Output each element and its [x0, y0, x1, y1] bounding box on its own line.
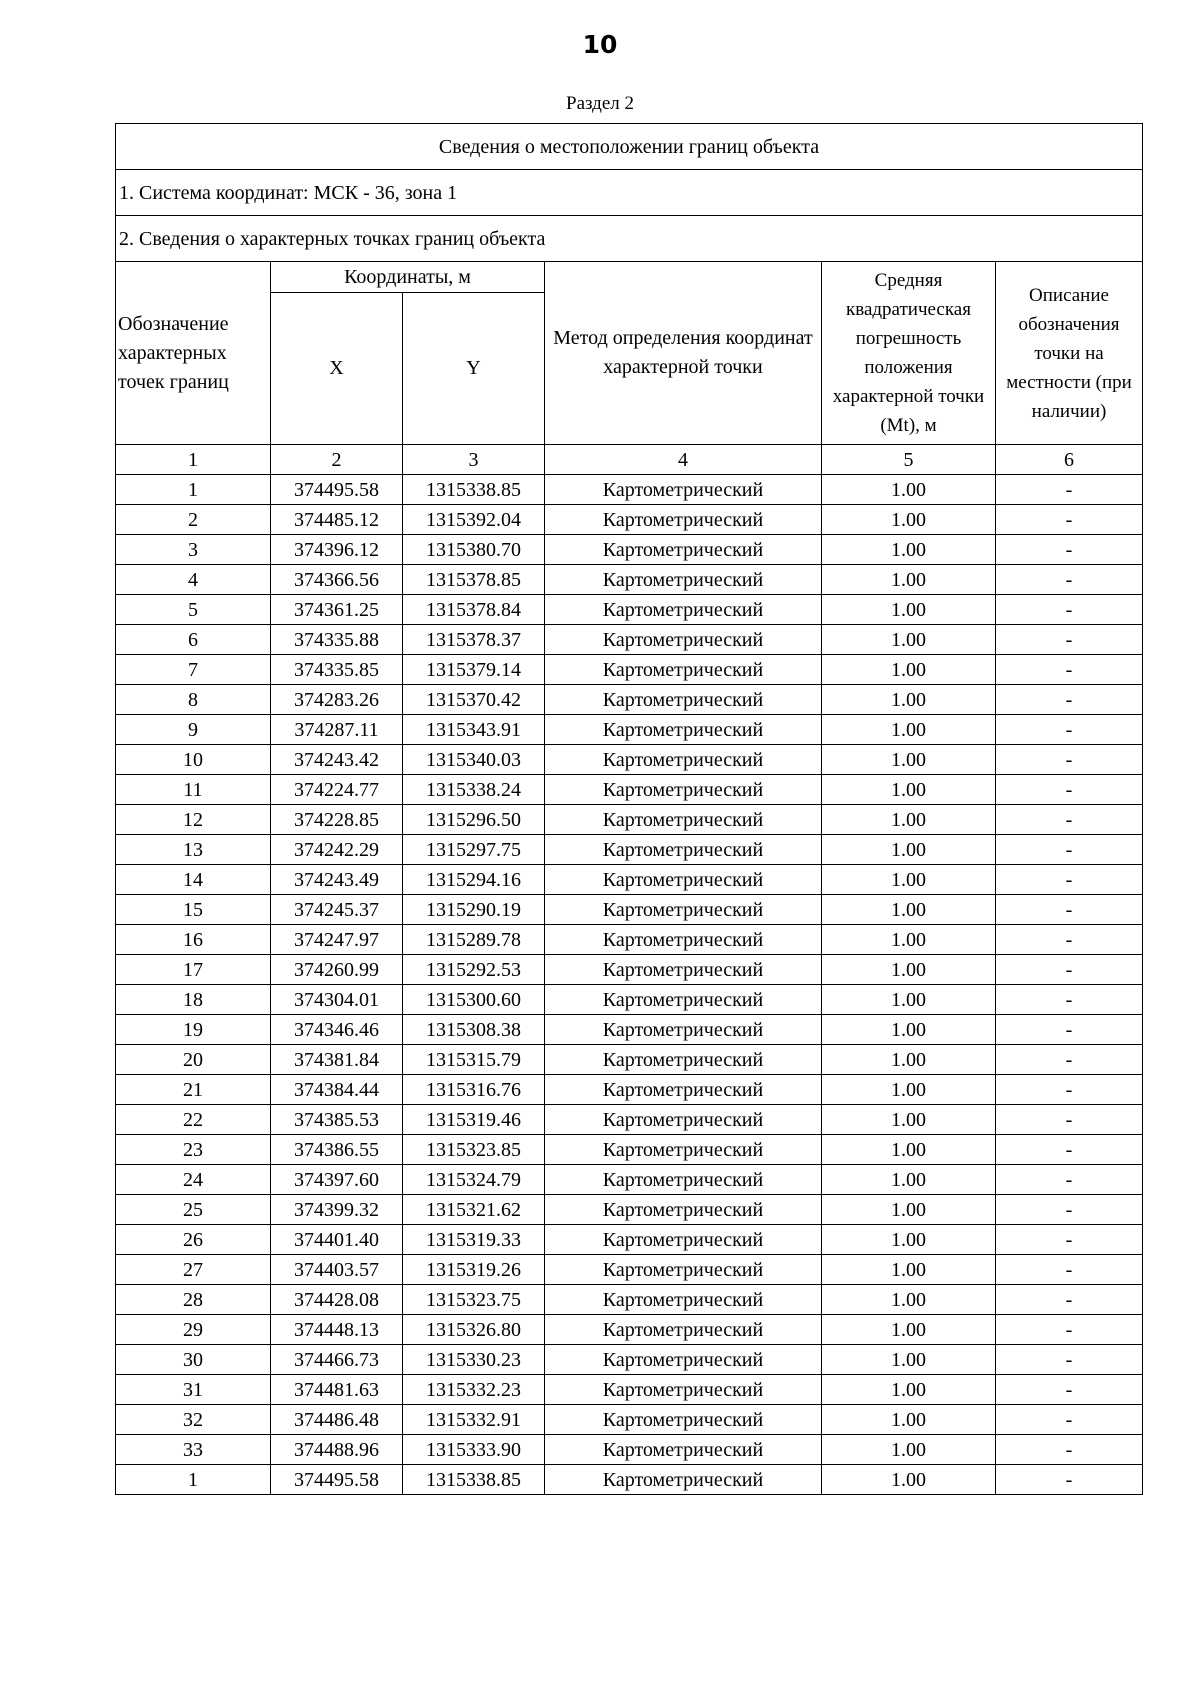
header-point-designation: Обозначение характерных точек границ: [116, 262, 271, 445]
table-row: [116, 1285, 1143, 1315]
header-method: Метод определения координат характерной точки: [545, 262, 822, 445]
method-cell: Картометрический: [545, 1465, 822, 1495]
y-coordinate-cell: 1315333.90: [403, 1435, 545, 1465]
description-cell: -: [996, 895, 1143, 925]
method-cell: Картометрический: [545, 1135, 822, 1165]
description-cell: -: [996, 595, 1143, 625]
table-row: [116, 1045, 1143, 1075]
point-number-cell: 22: [116, 1105, 271, 1135]
point-number-cell: 32: [116, 1405, 271, 1435]
table-row: [116, 1075, 1143, 1105]
method-cell: Картометрический: [545, 775, 822, 805]
x-coordinate-cell: 374399.32: [271, 1195, 403, 1225]
y-coordinate-cell: 1315321.62: [403, 1195, 545, 1225]
y-coordinate-cell: 1315308.38: [403, 1015, 545, 1045]
points-body: [116, 475, 1143, 1495]
point-number-cell: 1: [116, 475, 271, 505]
x-coordinate-cell: 374243.49: [271, 865, 403, 895]
x-coordinate-cell: 374386.55: [271, 1135, 403, 1165]
x-coordinate-cell: 374283.26: [271, 685, 403, 715]
y-coordinate-cell: 1315343.91: [403, 715, 545, 745]
table-row: [116, 895, 1143, 925]
description-cell: -: [996, 505, 1143, 535]
point-number-cell: 8: [116, 685, 271, 715]
y-coordinate-cell: 1315315.79: [403, 1045, 545, 1075]
x-coordinate-cell: 374304.01: [271, 985, 403, 1015]
description-cell: -: [996, 745, 1143, 775]
description-cell: -: [996, 1345, 1143, 1375]
y-coordinate-cell: 1315340.03: [403, 745, 545, 775]
table-row: [116, 595, 1143, 625]
header-description: Описание обозначения точки на местности (при наличии): [996, 262, 1143, 445]
method-cell: Картометрический: [545, 865, 822, 895]
point-number-cell: 29: [116, 1315, 271, 1345]
point-number-cell: 17: [116, 955, 271, 985]
table-title: Сведения о местоположении границ объекта: [116, 124, 1143, 170]
description-cell: -: [996, 835, 1143, 865]
accuracy-cell: 1.00: [822, 865, 996, 895]
table-row: [116, 1225, 1143, 1255]
accuracy-cell: 1.00: [822, 655, 996, 685]
accuracy-cell: 1.00: [822, 1315, 996, 1345]
description-cell: -: [996, 775, 1143, 805]
accuracy-cell: 1.00: [822, 1165, 996, 1195]
point-number-cell: 16: [116, 925, 271, 955]
y-coordinate-cell: 1315332.91: [403, 1405, 545, 1435]
accuracy-cell: 1.00: [822, 565, 996, 595]
description-cell: -: [996, 1465, 1143, 1495]
accuracy-cell: 1.00: [822, 805, 996, 835]
method-cell: Картометрический: [545, 1375, 822, 1405]
y-coordinate-cell: 1315292.53: [403, 955, 545, 985]
description-cell: -: [996, 865, 1143, 895]
point-number-cell: 27: [116, 1255, 271, 1285]
accuracy-cell: 1.00: [822, 595, 996, 625]
point-number-cell: 20: [116, 1045, 271, 1075]
accuracy-cell: 1.00: [822, 1075, 996, 1105]
column-number: 1: [116, 445, 271, 475]
y-coordinate-cell: 1315338.85: [403, 1465, 545, 1495]
y-coordinate-cell: 1315326.80: [403, 1315, 545, 1345]
page-number: 10: [582, 30, 618, 59]
method-cell: Картометрический: [545, 895, 822, 925]
table-row: [116, 1195, 1143, 1225]
method-cell: Картометрический: [545, 955, 822, 985]
method-cell: Картометрический: [545, 805, 822, 835]
x-coordinate-cell: 374396.12: [271, 535, 403, 565]
description-cell: -: [996, 535, 1143, 565]
y-coordinate-cell: 1315370.42: [403, 685, 545, 715]
accuracy-cell: 1.00: [822, 775, 996, 805]
x-coordinate-cell: 374384.44: [271, 1075, 403, 1105]
point-number-cell: 28: [116, 1285, 271, 1315]
table-row: [116, 1435, 1143, 1465]
point-number-cell: 11: [116, 775, 271, 805]
x-coordinate-cell: 374403.57: [271, 1255, 403, 1285]
point-number-cell: 30: [116, 1345, 271, 1375]
method-cell: Картометрический: [545, 925, 822, 955]
point-number-cell: 14: [116, 865, 271, 895]
description-cell: -: [996, 1375, 1143, 1405]
accuracy-cell: 1.00: [822, 925, 996, 955]
column-number: 4: [545, 445, 822, 475]
method-cell: Картометрический: [545, 1195, 822, 1225]
method-cell: Картометрический: [545, 625, 822, 655]
description-cell: -: [996, 715, 1143, 745]
y-coordinate-cell: 1315378.84: [403, 595, 545, 625]
table-row: [116, 1345, 1143, 1375]
accuracy-cell: 1.00: [822, 685, 996, 715]
description-cell: -: [996, 925, 1143, 955]
method-cell: Картометрический: [545, 1075, 822, 1105]
points-heading: 2. Сведения о характерных точках границ объекта: [116, 216, 1143, 262]
column-number: 2: [271, 445, 403, 475]
y-coordinate-cell: 1315380.70: [403, 535, 545, 565]
accuracy-cell: 1.00: [822, 1195, 996, 1225]
method-cell: Картометрический: [545, 1015, 822, 1045]
x-coordinate-cell: 374495.58: [271, 1465, 403, 1495]
method-cell: Картометрический: [545, 475, 822, 505]
section-label: Раздел 2: [566, 93, 634, 114]
x-coordinate-cell: 374385.53: [271, 1105, 403, 1135]
method-cell: Картометрический: [545, 655, 822, 685]
accuracy-cell: 1.00: [822, 625, 996, 655]
table-row: [116, 1105, 1143, 1135]
x-coordinate-cell: 374381.84: [271, 1045, 403, 1075]
x-coordinate-cell: 374486.48: [271, 1405, 403, 1435]
table-row: [116, 985, 1143, 1015]
y-coordinate-cell: 1315294.16: [403, 865, 545, 895]
accuracy-cell: 1.00: [822, 955, 996, 985]
x-coordinate-cell: 374346.46: [271, 1015, 403, 1045]
description-cell: -: [996, 1105, 1143, 1135]
point-number-cell: 6: [116, 625, 271, 655]
y-coordinate-cell: 1315319.46: [403, 1105, 545, 1135]
y-coordinate-cell: 1315330.23: [403, 1345, 545, 1375]
description-cell: -: [996, 1405, 1143, 1435]
description-cell: -: [996, 1285, 1143, 1315]
accuracy-cell: 1.00: [822, 985, 996, 1015]
point-number-cell: 23: [116, 1135, 271, 1165]
x-coordinate-cell: 374335.88: [271, 625, 403, 655]
method-cell: Картометрический: [545, 1315, 822, 1345]
x-coordinate-cell: 374401.40: [271, 1225, 403, 1255]
point-number-cell: 3: [116, 535, 271, 565]
description-cell: -: [996, 1135, 1143, 1165]
description-cell: -: [996, 1195, 1143, 1225]
description-cell: -: [996, 1015, 1143, 1045]
header-accuracy: Средняя квадратическая погрешность положения характерной точки (Mt), м: [822, 262, 996, 445]
x-coordinate-cell: 374287.11: [271, 715, 403, 745]
y-coordinate-cell: 1315300.60: [403, 985, 545, 1015]
x-coordinate-cell: 374481.63: [271, 1375, 403, 1405]
x-coordinate-cell: 374260.99: [271, 955, 403, 985]
x-coordinate-cell: 374361.25: [271, 595, 403, 625]
accuracy-cell: 1.00: [822, 1105, 996, 1135]
x-coordinate-cell: 374466.73: [271, 1345, 403, 1375]
table-row: [116, 1135, 1143, 1165]
y-coordinate-cell: 1315290.19: [403, 895, 545, 925]
table-row: [116, 475, 1143, 505]
table-row: [116, 1315, 1143, 1345]
table-row: [116, 1375, 1143, 1405]
accuracy-cell: 1.00: [822, 1405, 996, 1435]
accuracy-cell: 1.00: [822, 745, 996, 775]
point-number-cell: 21: [116, 1075, 271, 1105]
y-coordinate-cell: 1315323.75: [403, 1285, 545, 1315]
x-coordinate-cell: 374242.29: [271, 835, 403, 865]
method-cell: Картометрический: [545, 565, 822, 595]
point-number-cell: 33: [116, 1435, 271, 1465]
table-row: [116, 805, 1143, 835]
accuracy-cell: 1.00: [822, 1225, 996, 1255]
header-coordinates: Координаты, м: [271, 262, 545, 293]
accuracy-cell: 1.00: [822, 1045, 996, 1075]
x-coordinate-cell: 374228.85: [271, 805, 403, 835]
accuracy-cell: 1.00: [822, 715, 996, 745]
accuracy-cell: 1.00: [822, 1465, 996, 1495]
method-cell: Картометрический: [545, 1105, 822, 1135]
table-row: [116, 685, 1143, 715]
method-cell: Картометрический: [545, 1225, 822, 1255]
point-number-cell: 19: [116, 1015, 271, 1045]
point-number-cell: 24: [116, 1165, 271, 1195]
description-cell: -: [996, 1255, 1143, 1285]
y-coordinate-cell: 1315392.04: [403, 505, 545, 535]
table-row: [116, 835, 1143, 865]
description-cell: -: [996, 985, 1143, 1015]
y-coordinate-cell: 1315378.37: [403, 625, 545, 655]
x-coordinate-cell: 374245.37: [271, 895, 403, 925]
x-coordinate-cell: 374243.42: [271, 745, 403, 775]
accuracy-cell: 1.00: [822, 1135, 996, 1165]
table-row: [116, 775, 1143, 805]
x-coordinate-cell: 374488.96: [271, 1435, 403, 1465]
y-coordinate-cell: 1315378.85: [403, 565, 545, 595]
accuracy-cell: 1.00: [822, 1375, 996, 1405]
x-coordinate-cell: 374485.12: [271, 505, 403, 535]
table-row: [116, 625, 1143, 655]
method-cell: Картометрический: [545, 835, 822, 865]
description-cell: -: [996, 475, 1143, 505]
accuracy-cell: 1.00: [822, 1345, 996, 1375]
method-cell: Картометрический: [545, 715, 822, 745]
x-coordinate-cell: 374335.85: [271, 655, 403, 685]
description-cell: -: [996, 1045, 1143, 1075]
y-coordinate-cell: 1315296.50: [403, 805, 545, 835]
description-cell: -: [996, 955, 1143, 985]
y-coordinate-cell: 1315316.76: [403, 1075, 545, 1105]
y-coordinate-cell: 1315289.78: [403, 925, 545, 955]
y-coordinate-cell: 1315323.85: [403, 1135, 545, 1165]
description-cell: -: [996, 1075, 1143, 1105]
table-row: [116, 1405, 1143, 1435]
x-coordinate-cell: 374366.56: [271, 565, 403, 595]
description-cell: -: [996, 685, 1143, 715]
y-coordinate-cell: 1315324.79: [403, 1165, 545, 1195]
description-cell: -: [996, 1315, 1143, 1345]
column-number: 3: [403, 445, 545, 475]
x-coordinate-cell: 374495.58: [271, 475, 403, 505]
table-row: [116, 565, 1143, 595]
accuracy-cell: 1.00: [822, 1015, 996, 1045]
y-coordinate-cell: 1315319.26: [403, 1255, 545, 1285]
accuracy-cell: 1.00: [822, 1435, 996, 1465]
description-cell: -: [996, 565, 1143, 595]
x-coordinate-cell: 374448.13: [271, 1315, 403, 1345]
table-row: [116, 655, 1143, 685]
method-cell: Картометрический: [545, 505, 822, 535]
method-cell: Картометрический: [545, 745, 822, 775]
table-row: [116, 745, 1143, 775]
point-number-cell: 13: [116, 835, 271, 865]
accuracy-cell: 1.00: [822, 895, 996, 925]
point-number-cell: 25: [116, 1195, 271, 1225]
y-coordinate-cell: 1315332.23: [403, 1375, 545, 1405]
x-coordinate-cell: 374397.60: [271, 1165, 403, 1195]
description-cell: -: [996, 805, 1143, 835]
x-coordinate-cell: 374247.97: [271, 925, 403, 955]
table-row: [116, 1465, 1143, 1495]
method-cell: Картометрический: [545, 595, 822, 625]
method-cell: Картометрический: [545, 985, 822, 1015]
method-cell: Картометрический: [545, 1435, 822, 1465]
accuracy-cell: 1.00: [822, 535, 996, 565]
table-row: [116, 925, 1143, 955]
accuracy-cell: 1.00: [822, 505, 996, 535]
point-number-cell: 18: [116, 985, 271, 1015]
method-cell: Картометрический: [545, 1285, 822, 1315]
x-coordinate-cell: 374428.08: [271, 1285, 403, 1315]
table-row: [116, 1255, 1143, 1285]
accuracy-cell: 1.00: [822, 835, 996, 865]
column-number: 5: [822, 445, 996, 475]
method-cell: Картометрический: [545, 685, 822, 715]
table-row: [116, 715, 1143, 745]
method-cell: Картометрический: [545, 1045, 822, 1075]
y-coordinate-cell: 1315319.33: [403, 1225, 545, 1255]
column-number: 6: [996, 445, 1143, 475]
table-row: [116, 865, 1143, 895]
table-row: [116, 1165, 1143, 1195]
y-coordinate-cell: 1315297.75: [403, 835, 545, 865]
point-number-cell: 26: [116, 1225, 271, 1255]
accuracy-cell: 1.00: [822, 475, 996, 505]
method-cell: Картометрический: [545, 1165, 822, 1195]
table-row: [116, 955, 1143, 985]
description-cell: -: [996, 1165, 1143, 1195]
point-number-cell: 7: [116, 655, 271, 685]
method-cell: Картометрический: [545, 1345, 822, 1375]
header-x: X: [271, 293, 403, 445]
table-row: [116, 535, 1143, 565]
description-cell: -: [996, 625, 1143, 655]
point-number-cell: 5: [116, 595, 271, 625]
header-y: Y: [403, 293, 545, 445]
point-number-cell: 9: [116, 715, 271, 745]
description-cell: -: [996, 655, 1143, 685]
y-coordinate-cell: 1315338.24: [403, 775, 545, 805]
y-coordinate-cell: 1315379.14: [403, 655, 545, 685]
boundary-points-table: [115, 123, 1143, 1495]
x-coordinate-cell: 374224.77: [271, 775, 403, 805]
point-number-cell: 4: [116, 565, 271, 595]
y-coordinate-cell: 1315338.85: [403, 475, 545, 505]
point-number-cell: 15: [116, 895, 271, 925]
point-number-cell: 12: [116, 805, 271, 835]
table-row: [116, 1015, 1143, 1045]
point-number-cell: 2: [116, 505, 271, 535]
coordinate-system: 1. Система координат: МСК - 36, зона 1: [116, 170, 1143, 216]
method-cell: Картометрический: [545, 1255, 822, 1285]
point-number-cell: 31: [116, 1375, 271, 1405]
method-cell: Картометрический: [545, 1405, 822, 1435]
table-row: [116, 505, 1143, 535]
point-number-cell: 1: [116, 1465, 271, 1495]
point-number-cell: 10: [116, 745, 271, 775]
method-cell: Картометрический: [545, 535, 822, 565]
accuracy-cell: 1.00: [822, 1285, 996, 1315]
description-cell: -: [996, 1435, 1143, 1465]
description-cell: -: [996, 1225, 1143, 1255]
accuracy-cell: 1.00: [822, 1255, 996, 1285]
